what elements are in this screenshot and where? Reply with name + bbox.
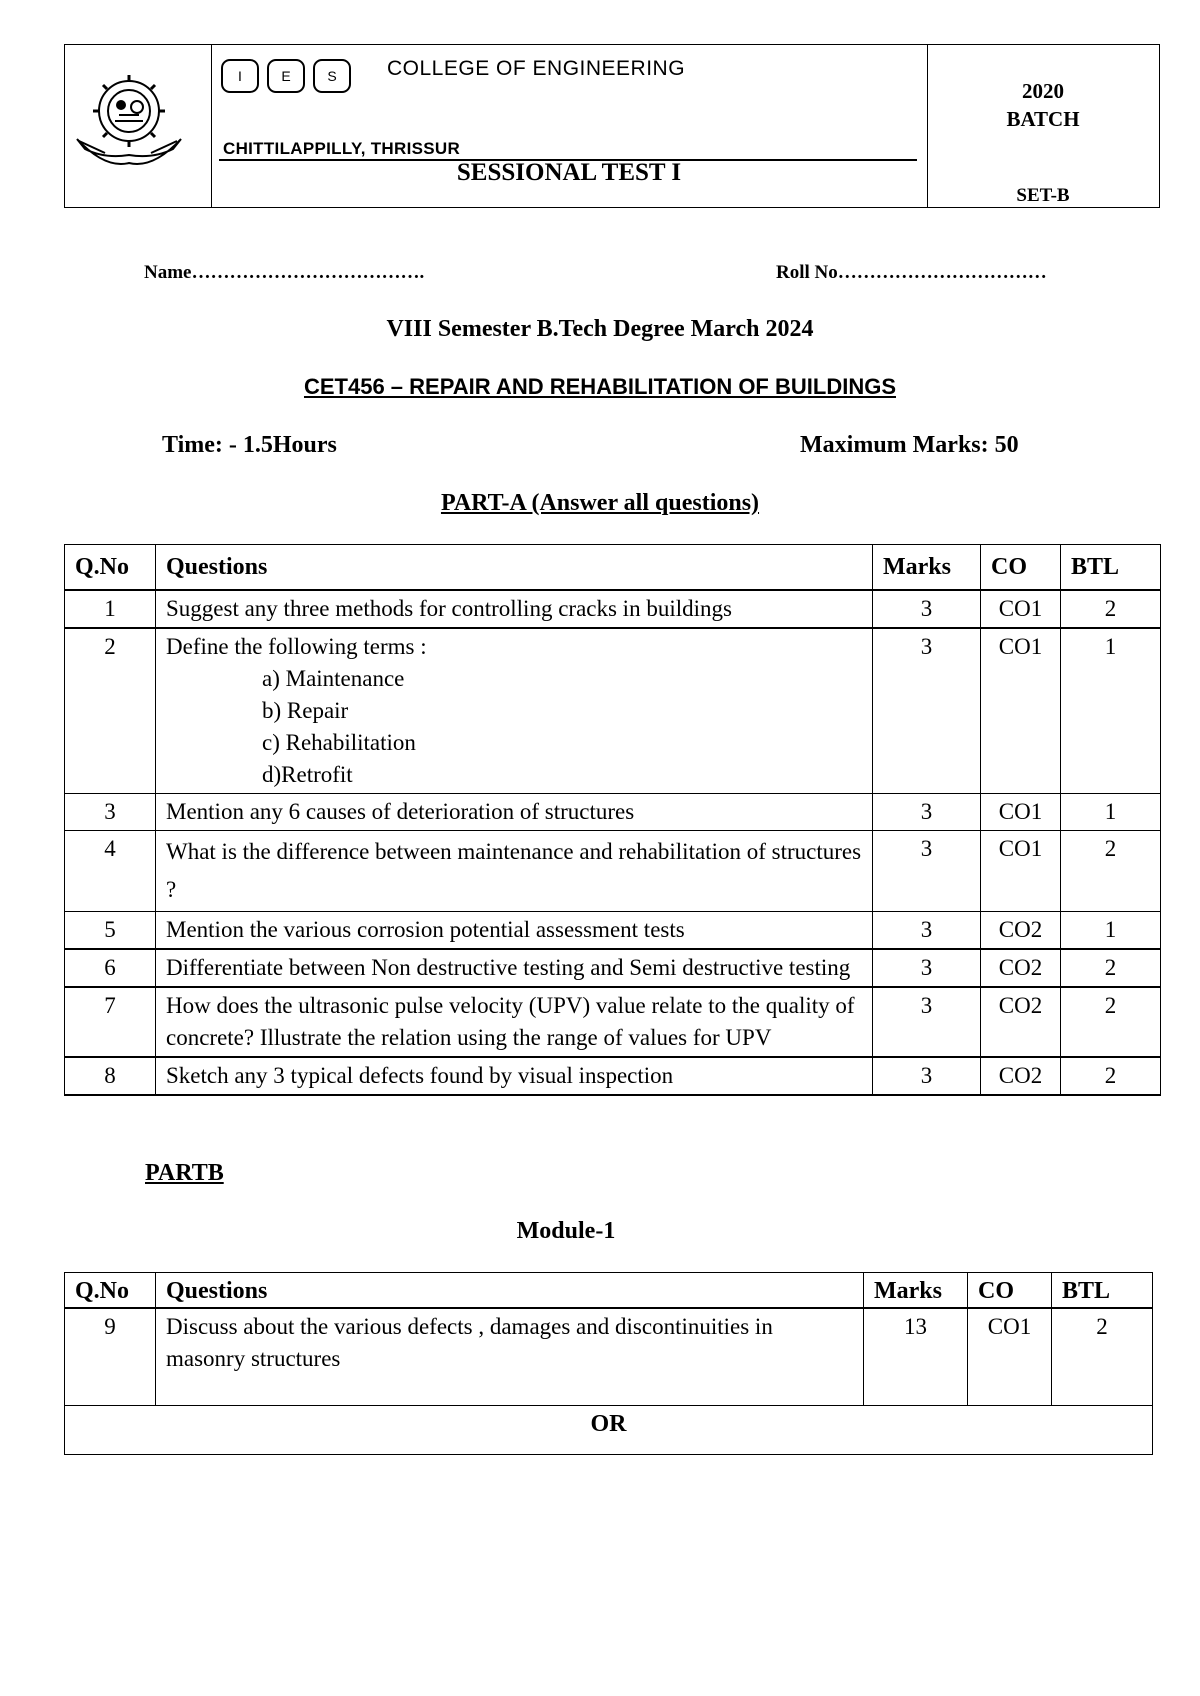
sub-item: c) Rehabilitation xyxy=(262,730,416,755)
question-co: CO1 xyxy=(968,1308,1052,1406)
question-btl: 2 xyxy=(1052,1308,1153,1406)
question-number: 3 xyxy=(65,794,156,831)
question-text: Define the following terms : xyxy=(166,634,427,659)
header-btl: BTL xyxy=(1061,545,1161,591)
subject-title xyxy=(0,374,1200,400)
test-title: SESSIONAL TEST I xyxy=(456,159,682,186)
question-btl: 2 xyxy=(1061,1057,1161,1095)
part-b-table xyxy=(64,1272,1153,1455)
ies-letter-s: S xyxy=(313,59,351,93)
roll-no-field-label: Roll No…………………………… xyxy=(776,262,1047,283)
batch-label: BATCH xyxy=(1006,107,1080,131)
question-text-cell xyxy=(156,628,873,794)
question-btl: 1 xyxy=(1061,628,1161,794)
question-number: 2 xyxy=(65,628,156,794)
table-row xyxy=(65,1308,1153,1406)
question-marks: 3 xyxy=(873,912,981,950)
name-field-label: Name………………………………. xyxy=(144,262,425,283)
ies-letter-i: I xyxy=(221,59,259,93)
header-qno: Q.No xyxy=(65,1273,156,1309)
question-number: 5 xyxy=(65,912,156,950)
question-marks: 3 xyxy=(873,1057,981,1095)
header-marks: Marks xyxy=(873,545,981,591)
question-marks: 3 xyxy=(873,949,981,987)
question-marks: 3 xyxy=(873,590,981,628)
question-number: 1 xyxy=(65,590,156,628)
question-btl: 2 xyxy=(1061,590,1161,628)
question-btl: 2 xyxy=(1061,987,1161,1057)
table-row xyxy=(65,628,1161,794)
question-co: CO1 xyxy=(981,794,1061,831)
semester-title: VIII Semester B.Tech Degree March 2024 xyxy=(386,316,814,342)
table-header-row xyxy=(65,1273,1153,1309)
question-co: CO1 xyxy=(981,831,1061,912)
maximum-marks: Maximum Marks: 50 xyxy=(800,432,1019,458)
question-btl: 1 xyxy=(1061,912,1161,950)
header-marks: Marks xyxy=(864,1273,968,1309)
question-text: Discuss about the various defects , damages and discontinuities in masonry structures xyxy=(156,1308,864,1406)
question-marks: 3 xyxy=(873,831,981,912)
batch-year: 2020 xyxy=(1022,79,1064,103)
or-separator: OR xyxy=(65,1406,1153,1455)
header-co: CO xyxy=(968,1273,1052,1309)
batch-info xyxy=(927,77,1159,133)
ies-letter-e: E xyxy=(267,59,305,93)
question-co: CO2 xyxy=(981,949,1061,987)
module-title: Module-1 xyxy=(516,1218,616,1244)
question-text: How does the ultrasonic pulse velocity (UPV) value relate to the quality of concrete? Illustrate the relation using the range of values for UPV xyxy=(156,987,873,1057)
sub-item: d)Retrofit xyxy=(262,762,353,787)
question-text: Differentiate between Non destructive testing and Semi destructive testing xyxy=(156,949,873,987)
table-header-row xyxy=(65,545,1161,591)
header-questions: Questions xyxy=(156,1273,864,1309)
question-co: CO2 xyxy=(981,1057,1061,1095)
header-questions: Questions xyxy=(156,545,873,591)
table-row xyxy=(65,949,1161,987)
header-qno: Q.No xyxy=(65,545,156,591)
question-co: CO2 xyxy=(981,987,1061,1057)
question-marks: 3 xyxy=(873,794,981,831)
question-btl: 2 xyxy=(1061,949,1161,987)
question-text: What is the difference between maintenance and rehabilitation of structures ? xyxy=(156,831,873,912)
question-co: CO1 xyxy=(981,628,1061,794)
question-number: 4 xyxy=(65,831,156,912)
part-b-title: PARTB xyxy=(145,1160,224,1186)
question-text: Sketch any 3 typical defects found by visual inspection xyxy=(156,1057,873,1095)
header-btl: BTL xyxy=(1052,1273,1153,1309)
batch-cell xyxy=(927,45,1159,207)
exam-duration: Time: - 1.5Hours xyxy=(162,432,337,458)
question-number: 9 xyxy=(65,1308,156,1406)
question-co: CO2 xyxy=(981,912,1061,950)
or-row xyxy=(65,1406,1153,1455)
sub-item: a) Maintenance xyxy=(262,666,405,691)
table-row xyxy=(65,831,1161,912)
question-text: Mention the various corrosion potential assessment tests xyxy=(156,912,873,950)
table-row xyxy=(65,912,1161,950)
question-number: 6 xyxy=(65,949,156,987)
college-info-cell xyxy=(211,45,928,207)
question-text: Mention any 6 causes of deterioration of structures xyxy=(156,794,873,831)
table-row xyxy=(65,794,1161,831)
question-text: Suggest any three methods for controlling cracks in buildings xyxy=(156,590,873,628)
question-number: 7 xyxy=(65,987,156,1057)
question-marks: 13 xyxy=(864,1308,968,1406)
header-co: CO xyxy=(981,545,1061,591)
question-marks: 3 xyxy=(873,987,981,1057)
college-name: COLLEGE OF ENGINEERING xyxy=(387,57,686,80)
part-a-table xyxy=(64,544,1161,1096)
sub-item: b) Repair xyxy=(262,698,349,723)
question-btl: 2 xyxy=(1061,831,1161,912)
college-seal-logo xyxy=(65,45,211,209)
table-row xyxy=(65,1057,1161,1095)
question-co: CO1 xyxy=(981,590,1061,628)
question-number: 8 xyxy=(65,1057,156,1095)
subject-text: CET456 – REPAIR AND REHABILITATION OF BUILDINGS xyxy=(303,374,896,399)
question-btl: 1 xyxy=(1061,794,1161,831)
part-a-title: PART-A (Answer all questions) xyxy=(440,490,760,516)
college-city: CHITTILAPPILLY, THRISSUR xyxy=(223,139,461,158)
table-row xyxy=(65,987,1161,1057)
table-row xyxy=(65,590,1161,628)
question-marks: 3 xyxy=(873,628,981,794)
set-label: SET-B xyxy=(1016,185,1070,206)
header-box xyxy=(64,44,1160,208)
logo-cell xyxy=(65,45,212,207)
